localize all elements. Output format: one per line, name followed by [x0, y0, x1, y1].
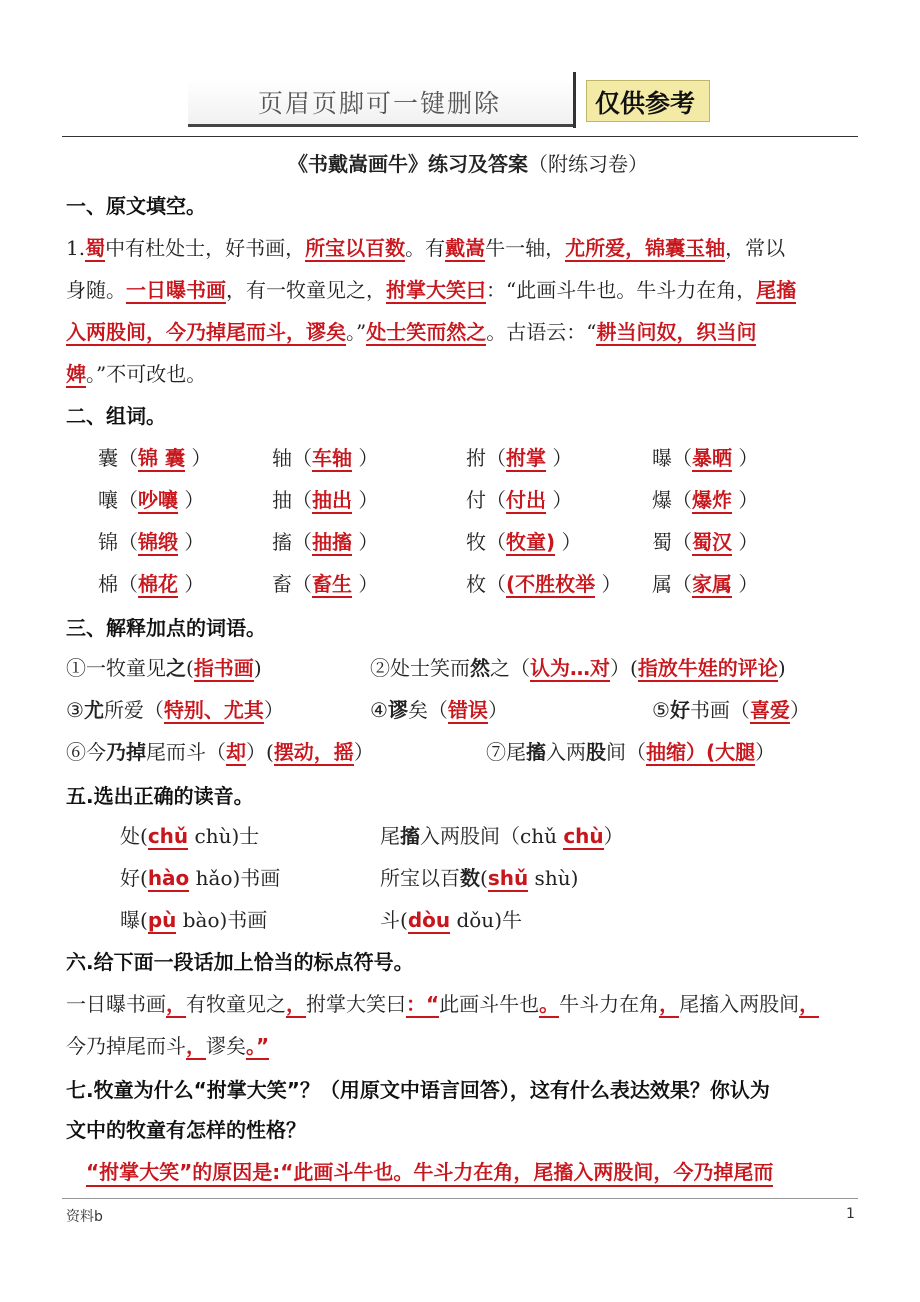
- answer: 指放牛娃的评论: [637, 656, 778, 680]
- s3-item-3: [66, 694, 284, 723]
- word-pair: [98, 442, 211, 471]
- text: bào)书画: [176, 908, 268, 932]
- s1-line-4: [66, 358, 206, 387]
- answer: 锦缎: [138, 530, 178, 554]
- text: chù)士: [188, 824, 260, 848]
- answer: 锦 囊: [138, 446, 185, 470]
- answer: pù: [147, 908, 177, 932]
- text: ）: [603, 824, 624, 848]
- word-char: 锦: [98, 530, 118, 554]
- answer: 拊掌: [506, 446, 546, 470]
- word-pair: [652, 526, 758, 555]
- word-char: 蜀: [652, 530, 672, 554]
- title-main: 《书戴嵩画牛》练习及答案: [288, 152, 528, 176]
- text: ）: [755, 740, 776, 764]
- text: ③: [66, 698, 84, 722]
- text: ）: [789, 698, 810, 722]
- answer: ，: [166, 992, 186, 1016]
- text: 牛一轴，: [485, 236, 566, 260]
- text: 有牧童见之: [186, 992, 286, 1016]
- text: ，有一牧童见之，: [226, 278, 386, 302]
- text: 入两: [546, 740, 586, 764]
- close-paren: ）: [595, 572, 622, 596]
- s6-line-2: [66, 1030, 269, 1059]
- answer: 拊掌大笑曰: [386, 278, 486, 302]
- s3-item-7: [486, 736, 775, 765]
- answer: 家属: [692, 572, 732, 596]
- close-paren: ）: [352, 530, 379, 554]
- word-pair: [466, 442, 572, 471]
- text: ：“此画斗牛也。牛斗力在角，: [486, 278, 757, 302]
- text: 1.: [66, 236, 86, 260]
- reference-badge: [586, 80, 710, 122]
- open-paren: （: [292, 446, 312, 470]
- text: 谬矣: [206, 1034, 246, 1058]
- word-pair: [272, 526, 378, 555]
- text: dǒu)牛: [450, 908, 522, 932]
- answer: hào: [147, 866, 190, 890]
- text: 。有: [405, 236, 446, 260]
- open-paren: （: [292, 572, 312, 596]
- word-pair: [272, 442, 378, 471]
- close-paren: ）: [178, 572, 205, 596]
- open-paren: （: [486, 488, 506, 512]
- answer: chǔ: [147, 824, 189, 848]
- answer: 一日曝书画: [126, 278, 226, 302]
- s3-item-5: [652, 694, 810, 723]
- open-paren: （: [118, 446, 138, 470]
- answer: shǔ: [487, 866, 529, 890]
- close-paren: ）: [732, 572, 759, 596]
- open-paren: （: [292, 488, 312, 512]
- word-char: 枚: [466, 572, 486, 596]
- s1-line-3: [66, 316, 756, 345]
- open-paren: （: [672, 530, 692, 554]
- text: 入两股间（chǔ: [420, 824, 564, 848]
- title-sub: （附练习卷）: [528, 152, 648, 176]
- word-pair: [652, 568, 758, 597]
- text: ）: [353, 740, 374, 764]
- answer: 处士笑而然之: [366, 320, 487, 344]
- open-paren: （: [292, 530, 312, 554]
- answer: 指书画: [193, 656, 254, 680]
- text: ，常以: [725, 236, 786, 260]
- answer: 车轴: [312, 446, 352, 470]
- word-char: 付: [466, 488, 486, 512]
- word-char: 拊: [466, 446, 486, 470]
- dotted-word: 好: [669, 698, 690, 722]
- answer: 蜀: [85, 236, 106, 260]
- answer: 抽出: [312, 488, 352, 512]
- answer: (不胜枚举: [506, 572, 596, 596]
- footer-label: 资料b: [66, 1209, 103, 1225]
- answer: 认为…对: [530, 656, 610, 680]
- answer: 错误: [447, 698, 488, 722]
- open-paren: （: [486, 572, 506, 596]
- text: 此画斗牛也: [439, 992, 540, 1016]
- close-paren: ）: [352, 488, 379, 512]
- close-paren: ）: [546, 446, 573, 470]
- open-paren: （: [486, 446, 506, 470]
- text: 书画（: [689, 698, 750, 722]
- answer: 。”: [246, 1034, 270, 1058]
- word-pair: [98, 484, 204, 513]
- s5-item-5: [120, 904, 267, 933]
- text: ): [777, 656, 786, 680]
- page-title: [288, 148, 648, 177]
- answer: 畜生: [312, 572, 352, 596]
- s3-item-4: [370, 694, 508, 723]
- answer: ，: [799, 992, 820, 1016]
- text: ⑥今: [66, 740, 106, 764]
- word-char: 属: [652, 572, 672, 596]
- answer: 尤所爱，锦囊玉轴: [565, 236, 726, 260]
- answer: 摆动，摇: [273, 740, 354, 764]
- text: 好(: [120, 866, 148, 890]
- text: 曝(: [120, 908, 148, 932]
- answer: 棉花: [138, 572, 178, 596]
- word-char: 爆: [652, 488, 672, 512]
- text: 尾: [380, 824, 400, 848]
- dotted-word: 搐: [400, 824, 420, 848]
- answer: 所宝以百数: [305, 236, 406, 260]
- text: ）: [487, 698, 508, 722]
- text: ）(: [610, 656, 638, 680]
- dotted-word: 谬: [387, 698, 408, 722]
- answer: 戴嵩: [445, 236, 486, 260]
- answer: 耕当问奴，织当问: [596, 320, 757, 344]
- text: 尾而斗（: [146, 740, 226, 764]
- header-divider: [573, 72, 576, 128]
- answer: 吵嚷: [138, 488, 178, 512]
- close-paren: ）: [732, 488, 759, 512]
- answer: 入两股间，今乃掉尾而斗，谬矣: [66, 320, 346, 344]
- text: 。”不可改也。: [86, 362, 207, 386]
- text: ⑦尾: [486, 740, 526, 764]
- word-pair: [466, 568, 622, 597]
- text: 。古语云：“: [486, 320, 597, 344]
- text: 一日曝书画: [66, 992, 166, 1016]
- answer: 付出: [506, 488, 546, 512]
- reference-badge-text: 仅供参考: [595, 89, 696, 118]
- header-rule: [62, 136, 858, 137]
- page-number: 1: [846, 1206, 855, 1222]
- text: ）(: [246, 740, 274, 764]
- word-char: 抽: [272, 488, 292, 512]
- word-char: 畜: [272, 572, 292, 596]
- s5-item-3: [120, 862, 280, 891]
- open-paren: （: [486, 530, 506, 554]
- text: hǎo)书画: [189, 866, 281, 890]
- answer: 抽搐: [312, 530, 352, 554]
- section-3-heading: 三、解释加点的词语。: [66, 616, 266, 640]
- text: ②处士笑而: [370, 656, 470, 680]
- open-paren: （: [672, 446, 692, 470]
- word-char: 棉: [98, 572, 118, 596]
- word-pair: [98, 526, 204, 555]
- section-7-question-line-1: 七.牧童为什么“拊掌大笑”？（用原文中语言回答），这有什么表达效果？你认为: [66, 1078, 770, 1102]
- section-5-heading: 五.选出正确的读音。: [66, 784, 254, 808]
- answer: 牧童): [506, 530, 556, 554]
- word-char: 嚷: [98, 488, 118, 512]
- word-char: 囊: [98, 446, 118, 470]
- answer: 特别、尤其: [163, 698, 264, 722]
- section-6-heading: 六.给下面一段话加上恰当的标点符号。: [66, 950, 414, 974]
- text: 所爱（: [103, 698, 164, 722]
- answer: ：“: [406, 992, 440, 1016]
- word-pair: [272, 484, 378, 513]
- dotted-word: 掉: [126, 740, 146, 764]
- header-banner-text: 页眉页脚可一键删除: [258, 89, 502, 118]
- s3-item-2: [370, 652, 786, 681]
- answer: ，: [659, 992, 680, 1016]
- open-paren: （: [118, 530, 138, 554]
- answer: 抽缩）(大腿: [646, 740, 756, 764]
- word-char: 轴: [272, 446, 292, 470]
- word-char: 牧: [466, 530, 486, 554]
- word-pair: [466, 484, 572, 513]
- text: (: [480, 866, 488, 890]
- dotted-word: 之: [166, 656, 186, 680]
- text: 中有杜处士，好书画，: [105, 236, 306, 260]
- word-pair: [98, 568, 204, 597]
- answer: 婢: [66, 362, 86, 386]
- s5-item-4: [380, 862, 578, 891]
- text: shù): [528, 866, 579, 890]
- close-paren: ）: [555, 530, 582, 554]
- text: 今乃掉尾而斗: [66, 1034, 186, 1058]
- text: 牛斗力在角: [559, 992, 660, 1016]
- word-pair: [466, 526, 582, 555]
- word-pair: [272, 568, 378, 597]
- close-paren: ）: [178, 530, 205, 554]
- answer: dòu: [407, 908, 451, 932]
- text: 拊掌大笑曰: [306, 992, 406, 1016]
- dotted-word: 乃: [106, 740, 126, 764]
- text: 尾搐入两股间: [679, 992, 800, 1016]
- text: 身随。: [66, 278, 126, 302]
- s6-line-1: [66, 988, 819, 1017]
- text: ①一牧童见: [66, 656, 166, 680]
- section-7-question-line-2: 文中的牧童有怎样的性格？: [66, 1118, 306, 1142]
- open-paren: （: [672, 572, 692, 596]
- close-paren: ）: [732, 530, 759, 554]
- dotted-word: 股: [586, 740, 606, 764]
- s3-item-6: [66, 736, 374, 765]
- s1-line-2: [66, 274, 796, 303]
- text: ）: [263, 698, 284, 722]
- open-paren: （: [118, 572, 138, 596]
- text: 所宝以百: [380, 866, 460, 890]
- s5-item-2: [380, 820, 624, 849]
- close-paren: ）: [732, 446, 759, 470]
- word-pair: [652, 484, 758, 513]
- word-char: 曝: [652, 446, 672, 470]
- answer: 爆炸: [692, 488, 732, 512]
- s3-item-1: [66, 652, 262, 681]
- text: 间（: [606, 740, 646, 764]
- close-paren: ）: [184, 446, 212, 470]
- answer: 喜爱: [749, 698, 790, 722]
- dotted-word: 然: [470, 656, 490, 680]
- answer: chù: [563, 824, 604, 848]
- close-paren: ）: [352, 446, 379, 470]
- answer: 蜀汉: [692, 530, 732, 554]
- text: 斗(: [380, 908, 408, 932]
- dotted-word: 数: [460, 866, 480, 890]
- open-paren: （: [672, 488, 692, 512]
- answer: 尾搐: [756, 278, 797, 302]
- text: 。”: [346, 320, 367, 344]
- section-7-answer: “拊掌大笑”的原因是:“此画斗牛也。牛斗力在角，尾搐入两股间，今乃掉尾而: [86, 1156, 773, 1187]
- text: ④: [370, 698, 388, 722]
- text: ⑤: [652, 698, 670, 722]
- answer: ，: [286, 992, 306, 1016]
- answer: 。: [539, 992, 560, 1016]
- word-char: 搐: [272, 530, 292, 554]
- answer: ，: [186, 1034, 206, 1058]
- word-pair: [652, 442, 758, 471]
- s5-item-6: [380, 904, 522, 933]
- footer-rule: [62, 1198, 858, 1199]
- text: (: [186, 656, 194, 680]
- text: 矣（: [407, 698, 448, 722]
- answer: 暴晒: [692, 446, 732, 470]
- answer: 却: [226, 740, 246, 764]
- text: ): [253, 656, 262, 680]
- close-paren: ）: [178, 488, 205, 512]
- text: 处(: [120, 824, 148, 848]
- close-paren: ）: [546, 488, 573, 512]
- header-banner: [188, 78, 573, 127]
- open-paren: （: [118, 488, 138, 512]
- section-1-heading: 一、原文填空。: [66, 194, 206, 218]
- dotted-word: 尤: [83, 698, 104, 722]
- s5-item-1: [120, 820, 259, 849]
- close-paren: ）: [352, 572, 379, 596]
- s1-line-1: [66, 232, 785, 261]
- section-2-heading: 二、组词。: [66, 404, 166, 428]
- text: 之（: [490, 656, 530, 680]
- dotted-word: 搐: [526, 740, 546, 764]
